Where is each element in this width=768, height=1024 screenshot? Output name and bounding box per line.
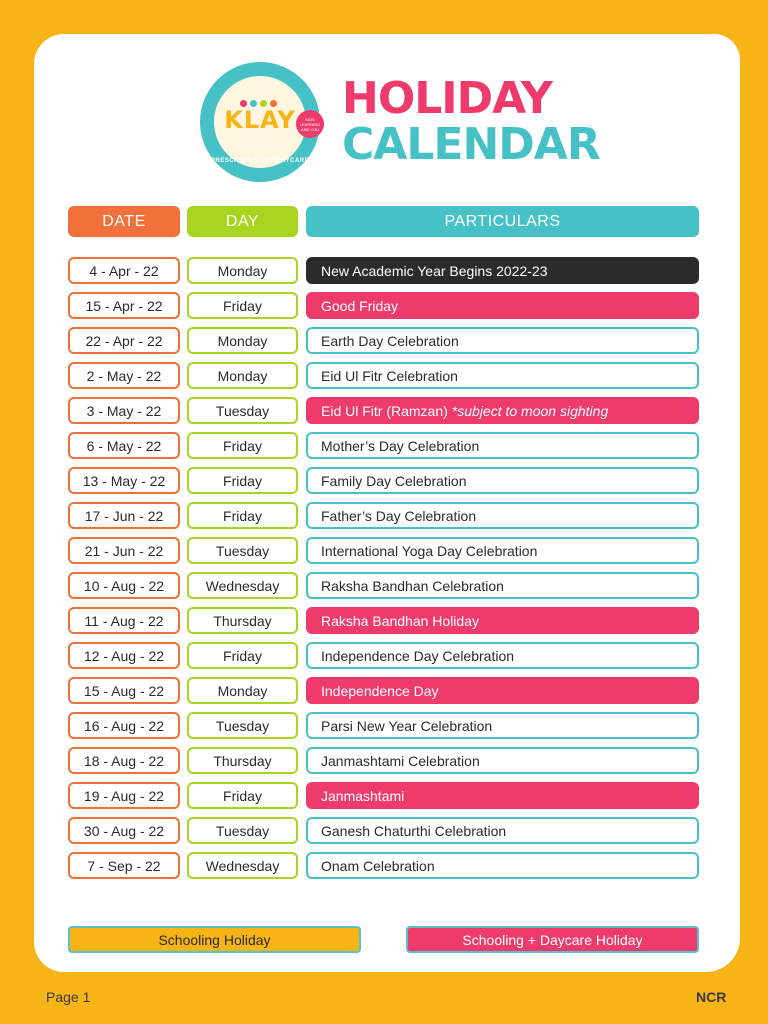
day-cell: Tuesday bbox=[187, 712, 298, 739]
date-cell: 11 - Aug - 22 bbox=[68, 607, 180, 634]
date-cell: 4 - Apr - 22 bbox=[68, 257, 180, 284]
day-cell: Monday bbox=[187, 677, 298, 704]
title-line-1: HOLIDAY bbox=[342, 73, 552, 124]
day-cell: Thursday bbox=[187, 607, 298, 634]
particulars-cell bbox=[306, 677, 699, 704]
table-row bbox=[0, 852, 768, 879]
date-cell: 18 - Aug - 22 bbox=[68, 747, 180, 774]
particulars-cell bbox=[306, 397, 699, 424]
particulars-text: Earth Day Celebration bbox=[321, 332, 459, 349]
table-row bbox=[0, 747, 768, 774]
day-cell: Friday bbox=[187, 642, 298, 669]
table-row bbox=[0, 397, 768, 424]
date-cell: 21 - Jun - 22 bbox=[68, 537, 180, 564]
table-row bbox=[0, 572, 768, 599]
day-cell: Monday bbox=[187, 257, 298, 284]
particulars-text: Good Friday bbox=[321, 297, 399, 314]
particulars-note: *subject to moon sighting bbox=[451, 402, 609, 419]
particulars-text: Janmashtami bbox=[321, 787, 405, 804]
date-cell: 22 - Apr - 22 bbox=[68, 327, 180, 354]
page-title bbox=[342, 73, 600, 170]
particulars-cell bbox=[306, 817, 699, 844]
day-cell: Tuesday bbox=[187, 817, 298, 844]
particulars-cell bbox=[306, 572, 699, 599]
table-row bbox=[0, 257, 768, 284]
table-row bbox=[0, 362, 768, 389]
date-cell: 7 - Sep - 22 bbox=[68, 852, 180, 879]
region-label: NCR bbox=[696, 989, 727, 1005]
table-row bbox=[0, 642, 768, 669]
particulars-text: New Academic Year Begins 2022-23 bbox=[321, 262, 548, 279]
day-cell: Tuesday bbox=[187, 397, 298, 424]
date-cell: 12 - Aug - 22 bbox=[68, 642, 180, 669]
particulars-cell bbox=[306, 502, 699, 529]
particulars-text: Raksha Bandhan Holiday bbox=[321, 612, 479, 629]
particulars-text: Father’s Day Celebration bbox=[321, 507, 477, 524]
particulars-cell bbox=[306, 747, 699, 774]
table-row bbox=[0, 712, 768, 739]
date-cell: 10 - Aug - 22 bbox=[68, 572, 180, 599]
klay-logo bbox=[200, 62, 320, 182]
logo-badge: KIDS LEARNING AND YOU bbox=[296, 110, 324, 138]
particulars-cell bbox=[306, 327, 699, 354]
day-cell: Wednesday bbox=[187, 572, 298, 599]
logo-wordmark: KLAY bbox=[224, 106, 296, 134]
date-cell: 6 - May - 22 bbox=[68, 432, 180, 459]
particulars-text: Ganesh Chaturthi Celebration bbox=[321, 822, 507, 839]
logo-inner-circle bbox=[214, 76, 306, 168]
date-cell: 17 - Jun - 22 bbox=[68, 502, 180, 529]
table-row bbox=[0, 327, 768, 354]
day-cell: Friday bbox=[187, 502, 298, 529]
day-cell: Wednesday bbox=[187, 852, 298, 879]
date-cell: 16 - Aug - 22 bbox=[68, 712, 180, 739]
table-row bbox=[0, 817, 768, 844]
particulars-cell bbox=[306, 257, 699, 284]
day-cell: Monday bbox=[187, 362, 298, 389]
day-cell: Friday bbox=[187, 467, 298, 494]
particulars-text: Mother’s Day Celebration bbox=[321, 437, 480, 454]
title-line-2: CALENDAR bbox=[342, 119, 600, 170]
table-row bbox=[0, 502, 768, 529]
date-cell: 13 - May - 22 bbox=[68, 467, 180, 494]
table-row bbox=[0, 432, 768, 459]
particulars-cell bbox=[306, 467, 699, 494]
header-particulars: PARTICULARS bbox=[306, 206, 699, 237]
day-cell: Thursday bbox=[187, 747, 298, 774]
particulars-cell bbox=[306, 852, 699, 879]
table-row bbox=[0, 292, 768, 319]
date-cell: 15 - Apr - 22 bbox=[68, 292, 180, 319]
particulars-text: Family Day Celebration bbox=[321, 472, 467, 489]
date-cell: 3 - May - 22 bbox=[68, 397, 180, 424]
particulars-text: Raksha Bandhan Celebration bbox=[321, 577, 504, 594]
date-cell: 30 - Aug - 22 bbox=[68, 817, 180, 844]
particulars-text: International Yoga Day Celebration bbox=[321, 542, 538, 559]
date-cell: 2 - May - 22 bbox=[68, 362, 180, 389]
particulars-text: Janmashtami Celebration bbox=[321, 752, 480, 769]
particulars-text: Independence Day bbox=[321, 682, 439, 699]
table-row bbox=[0, 467, 768, 494]
day-cell: Friday bbox=[187, 292, 298, 319]
particulars-cell bbox=[306, 607, 699, 634]
table-row bbox=[0, 677, 768, 704]
particulars-text: Eid Ul Fitr Celebration bbox=[321, 367, 458, 384]
date-cell: 19 - Aug - 22 bbox=[68, 782, 180, 809]
particulars-cell bbox=[306, 432, 699, 459]
particulars-cell bbox=[306, 292, 699, 319]
particulars-cell bbox=[306, 782, 699, 809]
page-number: Page 1 bbox=[46, 989, 91, 1005]
legend-schooling-holiday: Schooling Holiday bbox=[68, 926, 361, 953]
particulars-text: Parsi New Year Celebration bbox=[321, 717, 493, 734]
day-cell: Friday bbox=[187, 782, 298, 809]
header-date: DATE bbox=[68, 206, 180, 237]
particulars-text: Eid Ul Fitr (Ramzan) bbox=[321, 402, 448, 419]
legend-daycare-holiday: Schooling + Daycare Holiday bbox=[406, 926, 699, 953]
day-cell: Monday bbox=[187, 327, 298, 354]
table-row bbox=[0, 782, 768, 809]
table-row bbox=[0, 537, 768, 564]
logo-dots bbox=[240, 94, 280, 104]
particulars-cell bbox=[306, 537, 699, 564]
particulars-cell bbox=[306, 642, 699, 669]
particulars-cell bbox=[306, 362, 699, 389]
day-cell: Tuesday bbox=[187, 537, 298, 564]
particulars-text: Independence Day Celebration bbox=[321, 647, 515, 664]
header-day: DAY bbox=[187, 206, 298, 237]
particulars-text: Onam Celebration bbox=[321, 857, 435, 874]
table-row bbox=[0, 607, 768, 634]
date-cell: 15 - Aug - 22 bbox=[68, 677, 180, 704]
day-cell: Friday bbox=[187, 432, 298, 459]
logo-ring-text: PRESCHOOLS AND DAYCARE bbox=[210, 158, 310, 164]
particulars-cell bbox=[306, 712, 699, 739]
